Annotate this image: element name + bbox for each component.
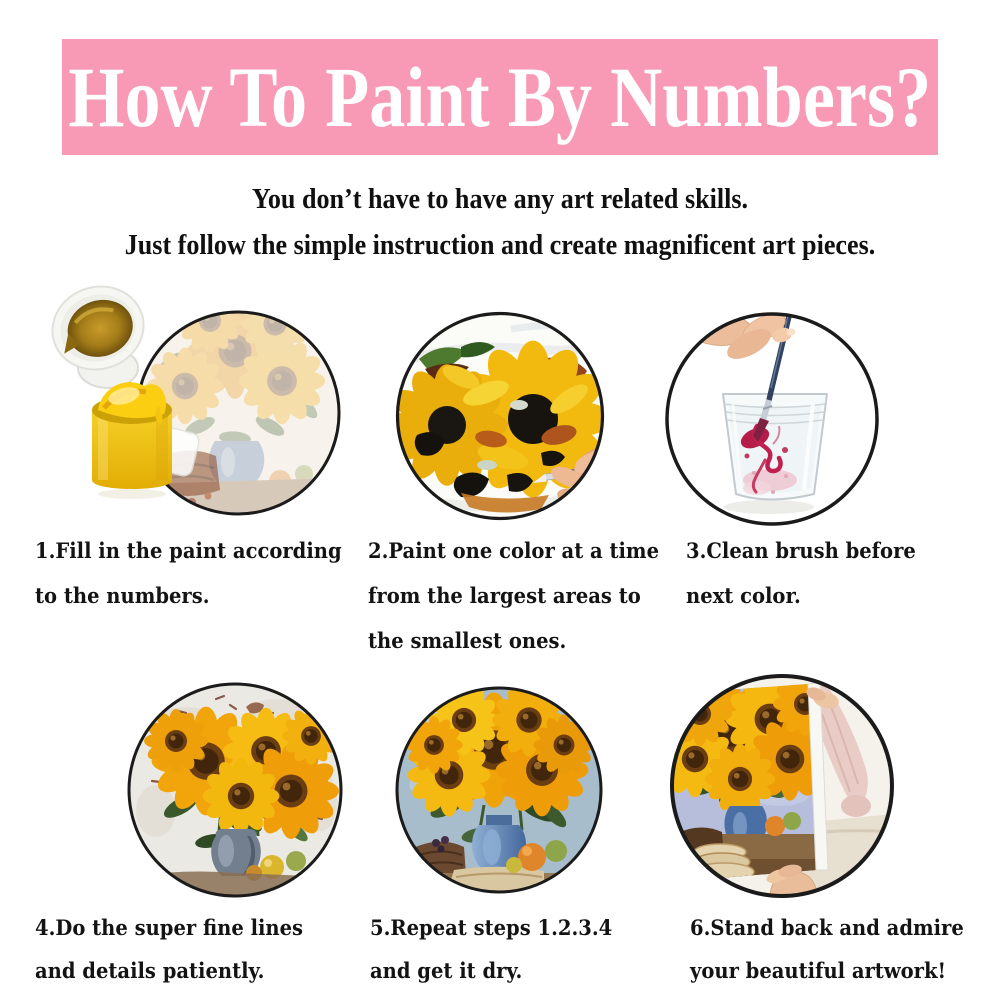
caption-line: and details patiently. bbox=[35, 958, 265, 983]
title-banner bbox=[62, 39, 938, 155]
intro-text bbox=[50, 176, 950, 268]
caption-line: 3.Clean brush before bbox=[686, 538, 916, 563]
intro-line-2: Just follow the simple instruction and create magnificent art pieces. bbox=[124, 229, 876, 261]
step-3-caption bbox=[686, 528, 916, 618]
sunflower-painting-closeup bbox=[386, 307, 611, 525]
caption-line: 6.Stand back and admire bbox=[690, 915, 964, 940]
open-paint-pot-top bbox=[42, 275, 155, 388]
intro-line-1: You don’t have to have any art related skills. bbox=[251, 183, 749, 215]
caption-line: 1.Fill in the paint according bbox=[35, 538, 342, 563]
caption-line: your beautiful artwork! bbox=[690, 958, 947, 983]
step-5-caption bbox=[370, 906, 612, 992]
step-2-image bbox=[391, 307, 609, 525]
step-5-image bbox=[394, 685, 604, 895]
caption-line: the smallest ones. bbox=[368, 628, 567, 653]
caption-line: 5.Repeat steps 1.2.3.4 bbox=[370, 915, 613, 940]
step-1-image bbox=[30, 276, 362, 540]
caption-line: from the largest areas to bbox=[368, 583, 641, 608]
finished-bouquet-painting bbox=[394, 683, 604, 895]
step-4-caption bbox=[35, 906, 303, 992]
step-4-image bbox=[126, 681, 344, 899]
caption-line: next color. bbox=[686, 583, 801, 608]
step-2-caption bbox=[368, 528, 659, 663]
page-title: How To Paint By Numbers? bbox=[68, 49, 932, 145]
step-6-image bbox=[670, 674, 894, 898]
partially-painted-bouquet bbox=[126, 681, 344, 899]
step-3-image bbox=[661, 308, 883, 530]
caption-line: and get it dry. bbox=[370, 958, 523, 983]
step-1-caption bbox=[35, 528, 342, 618]
step-6-caption bbox=[690, 906, 964, 992]
caption-line: to the numbers. bbox=[35, 583, 210, 608]
caption-line: 2.Paint one color at a time bbox=[368, 538, 660, 563]
caption-line: 4.Do the super fine lines bbox=[35, 915, 304, 940]
